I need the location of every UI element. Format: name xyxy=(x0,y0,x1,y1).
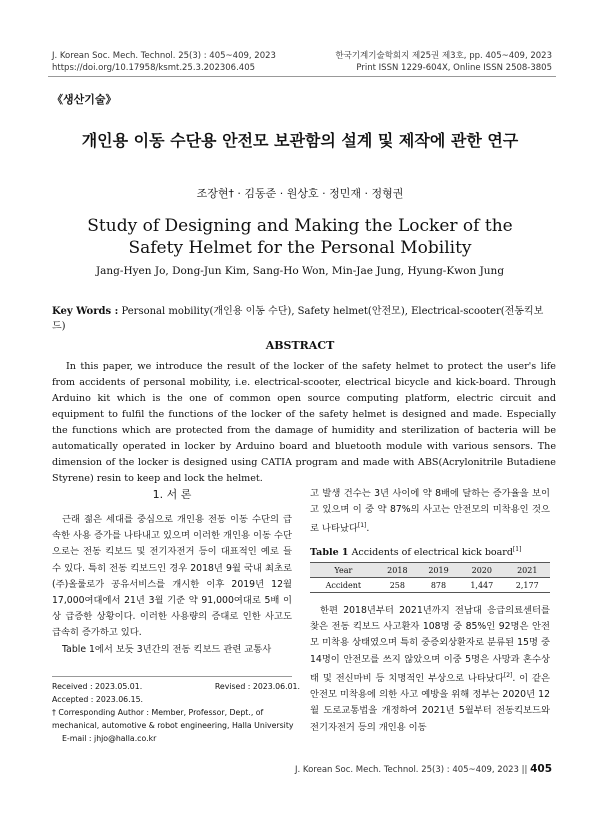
intro-paragraph-2: Table 1에서 보듯 3년간의 전동 킥보드 관련 교통사 xyxy=(62,643,272,655)
table-cell: 1,447 xyxy=(459,578,504,593)
footnote-divider xyxy=(52,676,292,677)
table-header-row xyxy=(310,563,550,578)
keywords-label: Key Words : xyxy=(52,306,119,317)
footer-citation: J. Korean Soc. Mech. Technol. 25(3) : 405~409, 2023 || xyxy=(295,765,528,775)
journal-citation-ko: 한국기계기술학회지 제25권 제3호, pp. 405~409, 2023 xyxy=(335,51,552,61)
table-caption-ref[interactable]: [1] xyxy=(512,546,522,553)
author-email[interactable]: E-mail : jhjo@halla.co.kr xyxy=(62,734,157,743)
table-header-cell: 2020 xyxy=(459,563,504,578)
title-english: Study of Designing and Making the Locker of the Safety Helmet for the Personal Mobility xyxy=(87,216,513,258)
title-korean: 개인용 이동 수단용 안전모 보관함의 설계 및 제작에 관한 연구 xyxy=(81,131,519,150)
intro-paragraph-1-cont: 고 발생 건수는 3년 사이에 약 8배에 달하는 증가율을 보이고 있으며 이 중 약 87%의 사고는 안전모의 미착용인 것으로 나타났다 xyxy=(310,488,550,535)
section-tag: 《생산기술》 xyxy=(52,93,117,106)
authors-korean: 조장현† · 김동준 · 원상호 · 정민재 · 정형권 xyxy=(196,187,404,200)
intro-paragraph-3-cont: . 이 같은 안전모 미착용에 의한 사고 예방을 위해 정부는 2020년 12월 도로교통법을 개정하여 2021년 5월부터 전동킥보드와 전기자전거 등의 개인용 이동 xyxy=(310,672,550,733)
intro-right-column-bottom xyxy=(310,603,550,736)
footnotes xyxy=(52,680,300,745)
keywords-text: Personal mobility(개인용 이동 수단), Safety helmet(안전모), Electrical-scooter(전동킥보드) xyxy=(52,306,544,332)
table-cell: 258 xyxy=(377,578,418,593)
table-cell: Accident xyxy=(310,578,377,593)
table-cell: 878 xyxy=(418,578,459,593)
revised-date: Revised : 2023.06.01. xyxy=(214,682,300,691)
page-footer xyxy=(295,763,552,775)
table-caption-label: Table 1 xyxy=(310,547,349,559)
citation-ref[interactable]: [2] xyxy=(503,671,513,679)
journal-citation: J. Korean Soc. Mech. Technol. 25(3) : 405~409, 2023 xyxy=(52,51,276,61)
page-number: 405 xyxy=(530,763,552,775)
abstract-text: In this paper, we introduce the result of the locker of the safety helmet to protect the user's life from accidents of personal mobility, i.e. electrical-scooter, electrical bicycle and kick-board. Through Arduino kit which is the one of common open source computing platform, electric circuit and equipment to fulfil the functions of the locker of the safety helmet is designed and made. Especially the functions which are protected from the damage of humidity and sterilization of bacteria will be automatically operated in locker by Arduino board and bluetooth module with various sensors. The dimension of the locker is designed using CATIA program and made with ABS(Acrylonitrile Butadiene Styrene) resin to keep and lock the helmet. xyxy=(52,361,556,484)
accidents-table xyxy=(310,562,550,593)
corresponding-author: † Corresponding Author : Member, Professor, Dept., of mechanical, automotive & robot engineering, Halla University xyxy=(52,708,294,730)
table-header-cell: 2019 xyxy=(418,563,459,578)
table-header-cell: 2021 xyxy=(505,563,550,578)
keywords xyxy=(52,302,556,332)
table-header-cell: Year xyxy=(310,563,377,578)
intro-right-column-top: 고 발생 건수는 3년 사이에 약 8배에 달하는 증가율을 보이고 있으며 이 중 약 87%의 사고는 안전모의 미착용인 것으로 나타났다[1]. xyxy=(310,488,550,535)
accepted-date: Accepted : 2023.06.15. xyxy=(52,695,144,704)
table-header-cell: 2018 xyxy=(377,563,418,578)
table-caption xyxy=(310,546,521,558)
header-divider xyxy=(48,76,556,77)
intro-paragraph-1: 근래 젊은 세대를 중심으로 개인용 전동 이동 수단의 급속한 사용 증가를 나타내고 있으며 이러한 개인용 이동 수단으로는 전동 킥보드 및 전기자전거 등이 대표적인 예로 들 수 있다. 특히 전동 킥보드인 경우 2018년 9월 국내 최초로 (주)올룰로가 공유서비스를 개시한 이후 2019년 12월 17,000여대에서 21년 3월 기준 약 91,000여대로 5배 이상 급증한 상황이다. 이러한 사용량의 증대로 인한 사고도 급속히 증가하고 있다. xyxy=(52,514,292,639)
doi-link[interactable]: https://doi.org/10.17958/ksmt.25.3.202306.405 xyxy=(52,63,256,73)
section-heading-introduction: 1. 서 론 xyxy=(152,488,192,501)
authors-english: Jang-Hyen Jo, Dong-Jun Kim, Sang-Ho Won, Min-Jae Jung, Hyung-Kwon Jung xyxy=(95,265,505,277)
table-caption-text: Accidents of electrical kick board xyxy=(351,547,513,559)
abstract-title: ABSTRACT xyxy=(265,339,335,352)
running-header-left xyxy=(52,50,276,74)
running-header-right xyxy=(335,50,552,74)
intro-paragraph-3: 한편 2018년부터 2021년까지 전남대 응급의료센터를 찾은 전동 킥보드 사고환자 108명 중 85%인 92명은 안전모 미착용 상태였으며 특히 중증외상환자로 분류된 15명 중 14명이 안전모를 쓰지 않았으며 이중 5명은 사망과 혼수상태 및 전신마비 등 치명적인 부상으로 나타났다 xyxy=(310,605,550,684)
table-row xyxy=(310,578,550,593)
citation-ref[interactable]: [1] xyxy=(357,522,367,530)
received-date: Received : 2023.05.01. xyxy=(52,682,143,691)
table-cell: 2,177 xyxy=(505,578,550,593)
intro-left-column xyxy=(52,512,292,658)
issn-line: Print ISSN 1229-604X, Online ISSN 2508-3805 xyxy=(356,63,552,73)
